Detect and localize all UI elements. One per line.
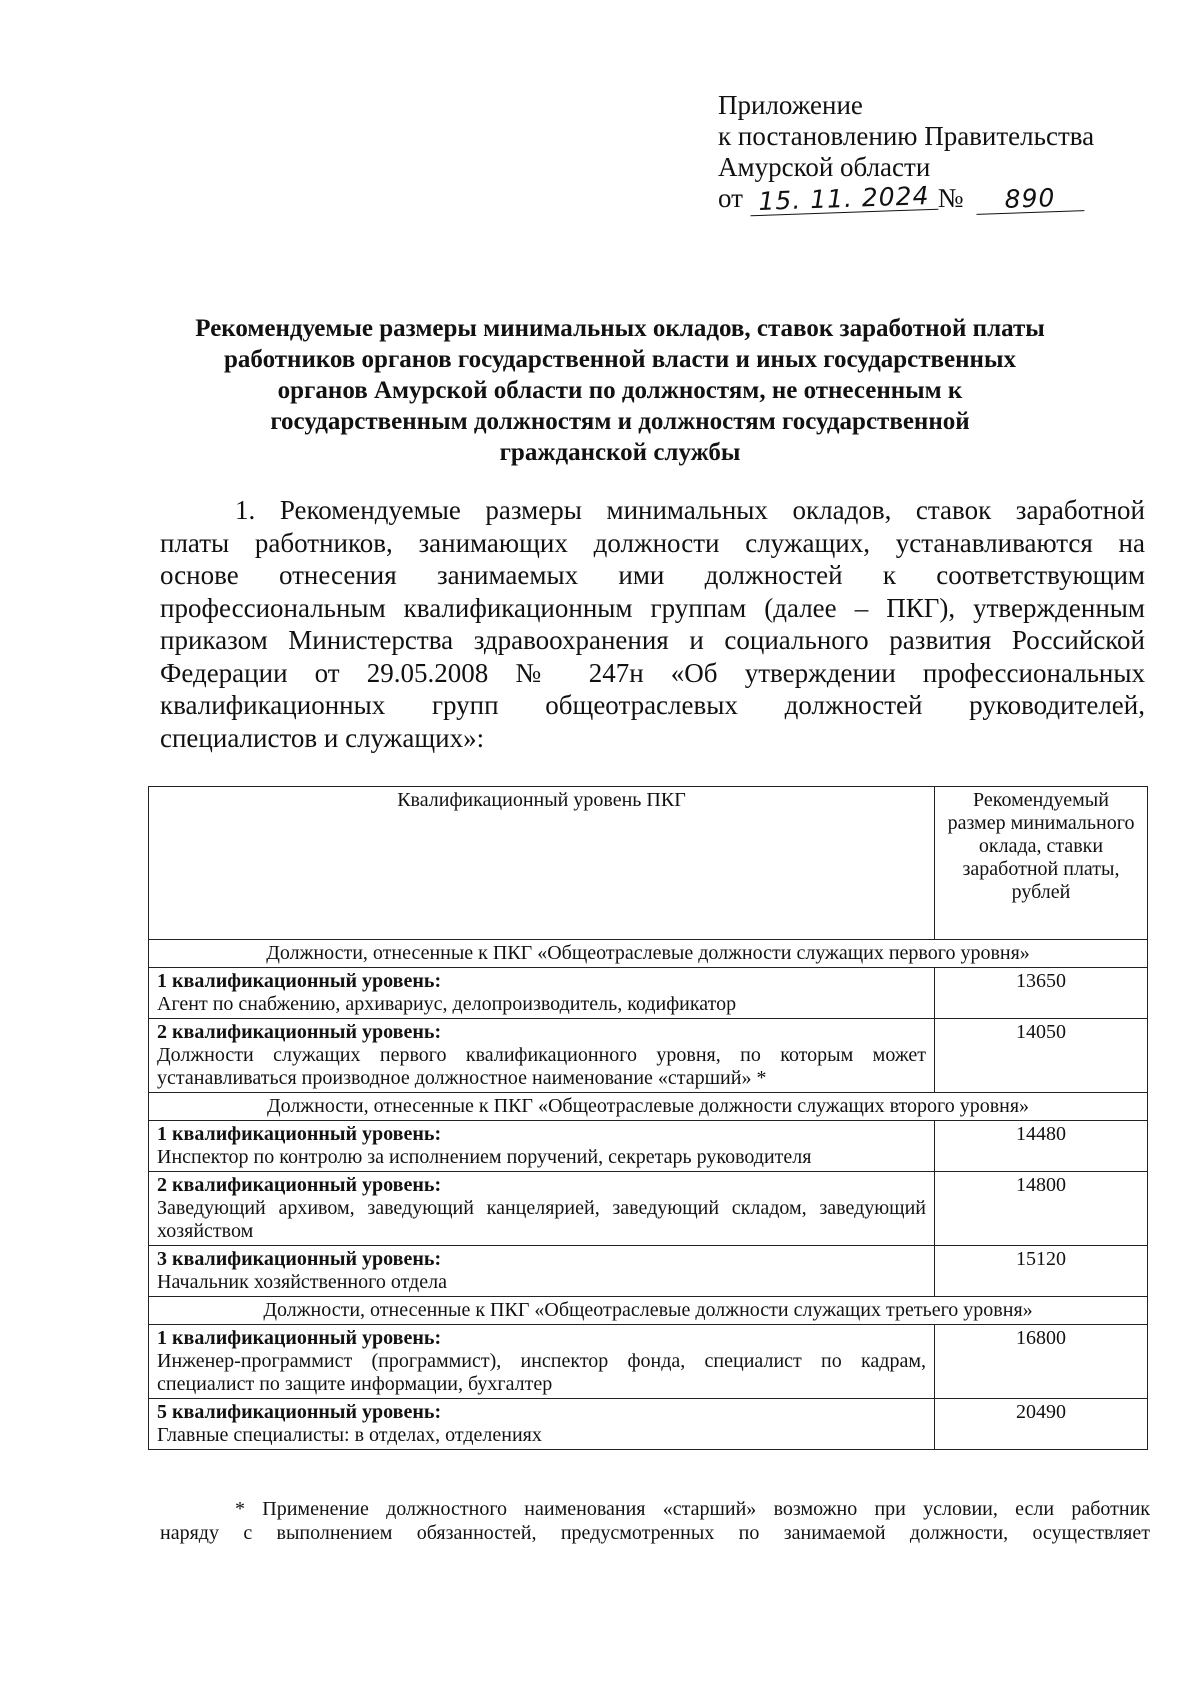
appendix-header [718,90,1158,214]
level-positions: Начальник хозяйственного отдела [157,1271,447,1293]
appendix-label: Приложение [718,90,863,120]
level-cell [149,1019,935,1093]
document-title [140,313,1100,468]
paragraph-line: приказом Министерства здравоохранения и социального развития Российской [160,625,1145,655]
group-title: Должности, отнесенные к ПКГ «Общеотраслевые должности служащих третьего уровня» [149,1297,1148,1325]
footnote [160,1497,1150,1545]
level-name: 1 квалификационный уровень: [157,970,442,992]
level-positions: Главные специалисты: в отделах, отделениях [157,1424,542,1446]
table-row [149,1399,1148,1450]
level-positions: Инженер-программист (программист), инспектор фонда, специалист по кадрам, специалист по защите информации, бухгалтер [157,1350,926,1395]
level-positions: Должности служащих первого квалификационного уровня, по которым может устанавливаться производное должностное наименование «старший» * [157,1044,926,1089]
paragraph-line: Федерации от 29.05.2008 № 247н «Об утверждении профессиональных [160,657,1145,688]
handwritten-date: 15. 11. 2024 [749,183,938,217]
paragraph-line: специалистов и служащих»: [160,722,485,753]
paragraph-line: профессиональным квалификационным группам (далее – ПКГ), утвержденным [160,592,1145,623]
header-level: Квалификационный уровень ПКГ [149,787,935,940]
appendix-region-label: Амурской области [718,152,931,182]
paragraph-line: квалификационных групп общеотраслевых должностей руководителей, [160,690,1145,720]
paragraph-line: платы работников, занимающих должности служащих, устанавливаются на [160,527,1145,558]
title-line: гражданской службы [499,439,741,466]
table-row [149,1246,1148,1297]
level-cell [149,968,935,1019]
level-name: 3 квалификационный уровень: [157,1248,442,1270]
table-row [149,1172,1148,1246]
level-positions: Заведующий архивом, заведующий канцелярией, заведующий складом, заведующий хозяйством [157,1197,926,1242]
level-positions: Инспектор по контролю за исполнением поручений, секретарь руководителя [157,1146,812,1168]
number-sign: № [937,183,964,213]
table-header-row [149,787,1148,940]
amount-cell: 20490 [935,1399,1148,1450]
group-row [149,1093,1148,1121]
level-name: 2 квалификационный уровень: [157,1021,442,1043]
paragraph-line: 1. Рекомендуемые размеры минимальных окладов, ставок заработной [235,495,1145,525]
title-line: органов Амурской области по должностям, не отнесенным к [277,377,963,404]
title-line: работников органов государственной власти и иных государственных [224,346,1016,373]
level-name: 1 квалификационный уровень: [157,1327,442,1349]
footnote-line: наряду с выполнением обязанностей, предусмотренных по занимаемой должности, осуществляет [160,1522,1150,1544]
level-name: 1 квалификационный уровень: [157,1123,442,1145]
header-amount: Рекомендуемый размер минимального оклада, ставки заработной платы, рублей [935,787,1148,940]
title-line: Рекомендуемые размеры минимальных окладов, ставок заработной платы [195,315,1045,342]
paragraph-1 [160,494,1145,754]
level-cell [149,1399,935,1450]
amount-cell: 15120 [935,1246,1148,1297]
amount-cell: 14480 [935,1121,1148,1172]
level-name: 5 квалификационный уровень: [157,1401,442,1423]
group-title: Должности, отнесенные к ПКГ «Общеотраслевые должности служащих второго уровня» [149,1093,1148,1121]
handwritten-number: 890 [976,184,1085,215]
level-cell [149,1121,935,1172]
salary-table [148,786,1148,1450]
group-row [149,940,1148,968]
amount-cell: 16800 [935,1325,1148,1399]
amount-cell: 14050 [935,1019,1148,1093]
appendix-resolution-label: к постановлению Правительства [718,121,1095,151]
amount-cell: 14800 [935,1172,1148,1246]
title-line: государственным должностям и должностям государственной [270,408,970,435]
table-row [149,1019,1148,1093]
group-title: Должности, отнесенные к ПКГ «Общеотраслевые должности служащих первого уровня» [149,940,1148,968]
level-cell [149,1246,935,1297]
table-row [149,1121,1148,1172]
level-cell [149,1172,935,1246]
appendix-date-line [718,183,1158,214]
level-cell [149,1325,935,1399]
amount-cell: 13650 [935,968,1148,1019]
level-positions: Агент по снабжению, архивариус, делопроизводитель, кодификатор [157,993,737,1015]
table-row [149,968,1148,1019]
level-name: 2 квалификационный уровень: [157,1174,442,1196]
table-row [149,1325,1148,1399]
paragraph-line: основе отнесения занимаемых ими должностей к соответствующим [160,560,1145,590]
footnote-line: * Применение должностного наименования «старший» возможно при условии, если работник [235,1498,1150,1520]
group-row [149,1297,1148,1325]
date-prefix: от [718,183,743,213]
